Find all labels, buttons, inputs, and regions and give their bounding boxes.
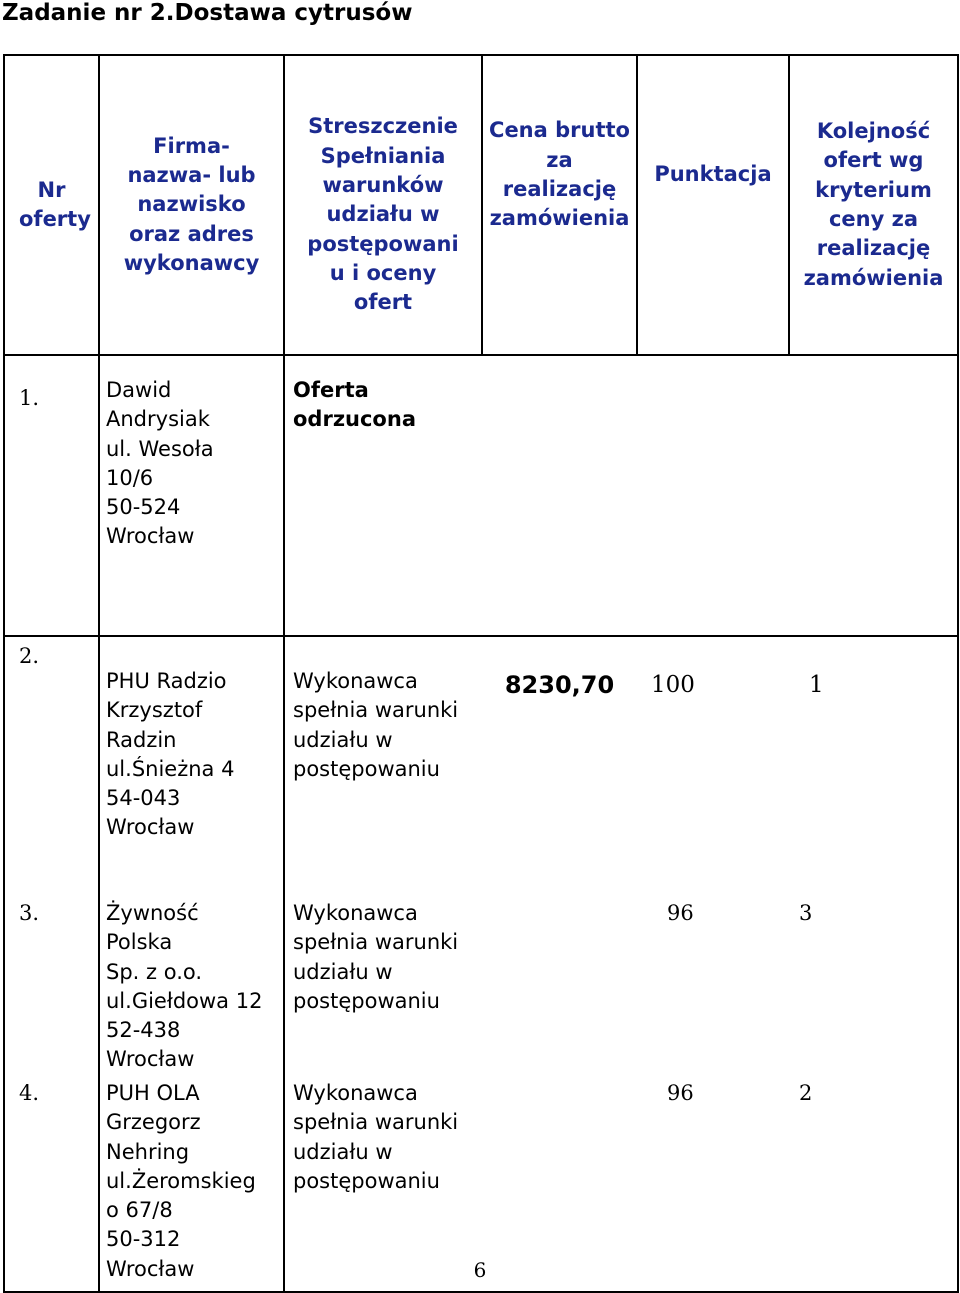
offer-status: [284, 355, 482, 636]
offer-order: 2: [789, 1079, 958, 1292]
contractor-line: Dawid: [106, 378, 172, 402]
offer-price: [482, 355, 637, 636]
offer-contractor: [99, 636, 284, 897]
status-line: udziału w: [293, 1139, 393, 1164]
offer-nr: 4.: [4, 1079, 99, 1292]
offer-price: 8230,70: [482, 636, 637, 897]
offer-points: 96: [637, 1079, 789, 1292]
offer-nr: 1.: [4, 355, 99, 636]
contractor-line: ul.Żeromskieg: [106, 1168, 256, 1193]
contractor-line: Polska: [106, 930, 173, 955]
contractor-line: ul. Wesoła: [106, 436, 214, 461]
contractor-line: Grzegorz: [106, 1110, 201, 1135]
contractor-line: ul.Giełdowa 12: [106, 988, 263, 1013]
contractor-line: Nehring: [106, 1139, 190, 1164]
offer-status: [284, 636, 482, 897]
offer-nr: 2.: [4, 636, 99, 897]
status-line: spełnia warunki: [293, 698, 459, 723]
contractor-line: Andrysiak: [106, 407, 210, 432]
header-points: Punktacja: [637, 55, 789, 355]
contractor-line: Żywność: [106, 901, 199, 925]
contractor-line: 54-043: [106, 786, 181, 811]
contractor-line: o 67/8: [106, 1198, 173, 1223]
offers-table: [3, 54, 959, 1293]
contractor-line: Sp. z o.o.: [106, 959, 203, 984]
header-summary: Streszczenie Spełniania warunków udziału w postępowani u i oceny ofert: [284, 55, 482, 355]
header-order: Kolejność ofert wg kryterium ceny za realizację zamówienia: [789, 55, 958, 355]
offer-order: 1: [789, 636, 958, 897]
contractor-line: Wrocław: [106, 815, 195, 840]
contractor-line: 50-524: [106, 495, 181, 520]
offer-points: 100: [637, 636, 789, 897]
contractor-line: Krzysztof: [106, 698, 203, 723]
header-price: Cena brutto za realizację zamówienia: [482, 55, 637, 355]
status-line: udziału w: [293, 959, 393, 984]
offer-order: [789, 355, 958, 636]
status-line: odrzucona: [293, 407, 416, 432]
offer-points: 96: [667, 901, 694, 925]
contractor-line: 52-438: [106, 1018, 181, 1043]
status-line: spełnia warunki: [293, 1110, 459, 1135]
contractor-line: PHU Radzio: [106, 669, 227, 693]
contractor-line: 50-312: [106, 1227, 181, 1252]
status-line: postępowaniu: [293, 1168, 440, 1193]
status-line: Wykonawca: [293, 1081, 418, 1105]
offer-nr: 3.: [4, 897, 99, 1079]
offer-contractor: [99, 897, 284, 1079]
header-nr: Nr oferty: [4, 55, 99, 355]
status-line: spełnia warunki: [293, 930, 459, 955]
offer-points: [637, 355, 789, 636]
offer-order: 3: [789, 897, 958, 1079]
offer-status: [284, 897, 482, 1079]
offer-price: [482, 897, 637, 1079]
contractor-line: PUH OLA: [106, 1081, 200, 1105]
status-line: postępowaniu: [293, 756, 440, 781]
status-line: Wykonawca: [293, 901, 418, 925]
table-row: [4, 355, 958, 636]
contractor-line: Radzin: [106, 727, 177, 752]
contractor-line: Wrocław: [106, 524, 195, 549]
header-firm: Firma- nazwa- lub nazwisko oraz adres wykonawcy: [99, 55, 284, 355]
header-row: [4, 55, 958, 355]
status-line: postępowaniu: [293, 988, 440, 1013]
status-line: udziału w: [293, 727, 393, 752]
table-row: [4, 636, 958, 897]
contractor-line: 10/6: [106, 465, 154, 490]
status-line: Oferta: [293, 378, 369, 402]
table-row: [4, 897, 958, 1079]
status-line: Wykonawca: [293, 669, 418, 693]
contractor-line: ul.Śnieżna 4: [106, 756, 235, 781]
offer-contractor: [99, 355, 284, 636]
contractor-line: Wrocław: [106, 1047, 195, 1072]
page-number: 6: [473, 1258, 487, 1282]
page-title: Zadanie nr 2.Dostawa cytrusów: [2, 0, 413, 26]
contractor-line: Wrocław: [106, 1256, 195, 1281]
